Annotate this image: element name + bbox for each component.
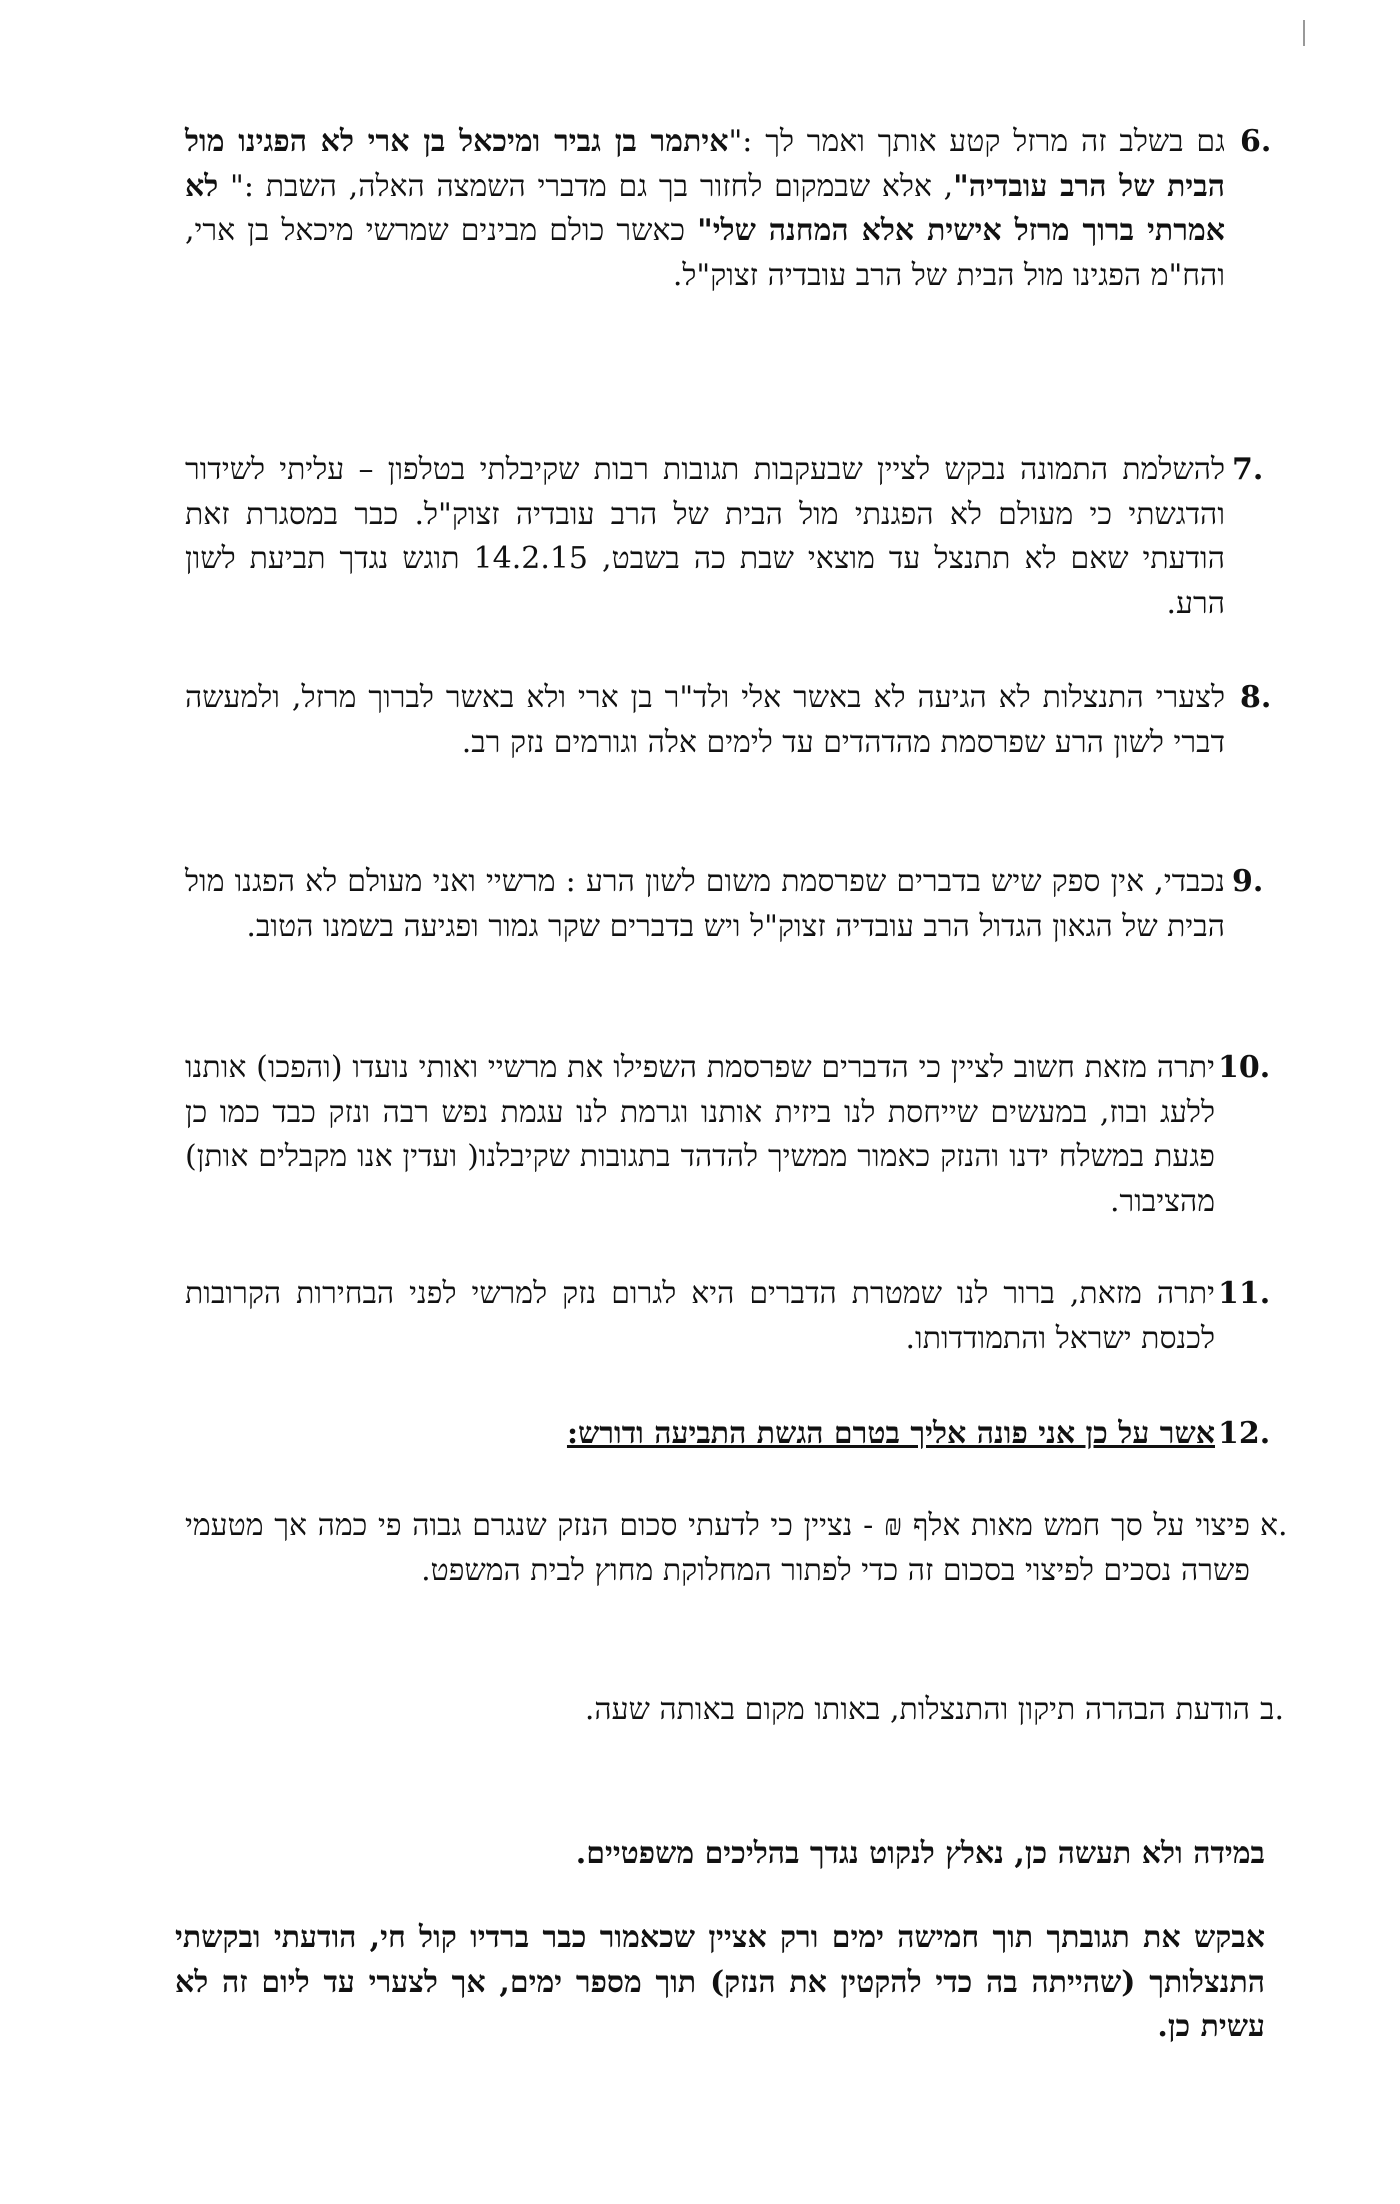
item-7-paragraph: להשלמת התמונה נבקש לציין שבעקבות תגובות רבות שקיבלתי בטלפון – עליתי לשידור והדגשתי כי מעולם לא הפגנתי מול הבית של הרב עובדיה זצוק"ל. כבר במסגרת זאת הודעתי שאם לא תתנצל עד מוצאי שבת כה בשבט, 14.2.15 תוגש נגדך תביעת לשון הרע. [185,452,1225,621]
item-6-paragraph [185,120,1225,298]
item-10-paragraph: יתרה מזאת חשוב לציין כי הדברים שפרסמת השפילו את מרשיי ואותי נועדו (והפכו) אותנו ללעג ובוז, במעשים שייחסת לנו ביזית אותנו וגרמת לנו עגמת נפש רבה ונזק כבד כמו כן פגעת במשלח ידנו והנזק כאמור ממשיך להדהד בתגובות שקיבלנו( ועדין אנו מקבלים אותן) מהציבור. [185,1050,1215,1219]
demand-a-paragraph: פיצוי על סך חמש מאות אלף ₪ - נציין כי לדעתי סכום הנזק שנגרם גבוה פי כמה אך מטעמי פשרה נסכים לפיצוי בסכום זה כדי לפתור המחלוקת מחוץ לבית המשפט. [185,1508,1250,1588]
item-number-10: 10. [1218,1050,1271,1085]
closing-request: אבקש את תגובתך תוך חמישה ימים ורק אציין שכאמור כבר ברדיו קול חי, הודעתי ובקשתי התנצלותך (שהייתה בה כדי להקטין את הנזק) תוך מספר ימים, אך לצערי עד ליום זה לא עשית כן. [175,1920,1265,2044]
item-number-8: 8. [1240,680,1272,715]
item-12-heading: אשר על כן אני פונה אליך בטרם הגשת התביעה ודורש: [566,1416,1215,1451]
closing-warning: במידה ולא תעשה כן, נאלץ לנקוט נגדך בהליכים משפטיים. [575,1836,1265,1871]
item-number-7: 7. [1232,452,1264,487]
demand-b-paragraph: הודעת הבהרה תיקון והתנצלות, באותו מקום באותה שעה. [584,1692,1250,1727]
item-8-paragraph: לצערי התנצלות לא הגיעה לא באשר אלי ולד"ר בן ארי ולא באשר לברוך מרזל, ולמעשה דברי לשון הרע שפרסמת מהדהדים עד לימים אלה וגורמים נזק רב. [185,680,1225,760]
item-9-paragraph: נכבדי, אין ספק שיש בדברים שפרסמת משום לשון הרע : מרשיי ואני מעולם לא הפגנו מול הבית של הגאון הגדול הרב עובדיה זצוק"ל ויש בדברים שקר גמור ופגיעה בשמנו הטוב. [185,864,1225,944]
item-6-text-after: כאשר כולם מבינים שמרשי מיכאל בן ארי, והח"מ הפגינו מול הבית של הרב עובדיה זצוק"ל. [185,213,1225,293]
item-number-6: 6. [1240,124,1272,159]
item-6-text-before: גם בשלב זה מרזל קטע אותך ואמר לך :" [728,124,1225,159]
demand-letter-a: א. [1260,1508,1288,1543]
margin-mark [1303,20,1305,46]
item-12-paragraph [185,1412,1215,1457]
item-6-bold-quote-1: איתמר בן גביר ומיכאל בן ארי לא הפגינו מול הבית של הרב עובדיה" [185,124,1225,204]
item-number-11: 11. [1218,1276,1271,1311]
item-6-text-middle: , אלא שבמקום לחזור בך גם מדברי השמצה האלה, השבת :" [218,168,954,204]
item-number-12: 12. [1218,1416,1271,1451]
item-11-paragraph: יתרה מזאת, ברור לנו שמטרת הדברים היא לגרום נזק למרשי לפני הבחירות הקרובות לכנסת ישראל והתמודדותו. [185,1276,1215,1356]
demand-letter-b: ב. [1260,1692,1285,1727]
item-number-9: 9. [1232,864,1264,899]
item-6-bold-quote-2: לא אמרתי ברוך מרזל אישית אלא המחנה שלי" [185,168,1225,248]
